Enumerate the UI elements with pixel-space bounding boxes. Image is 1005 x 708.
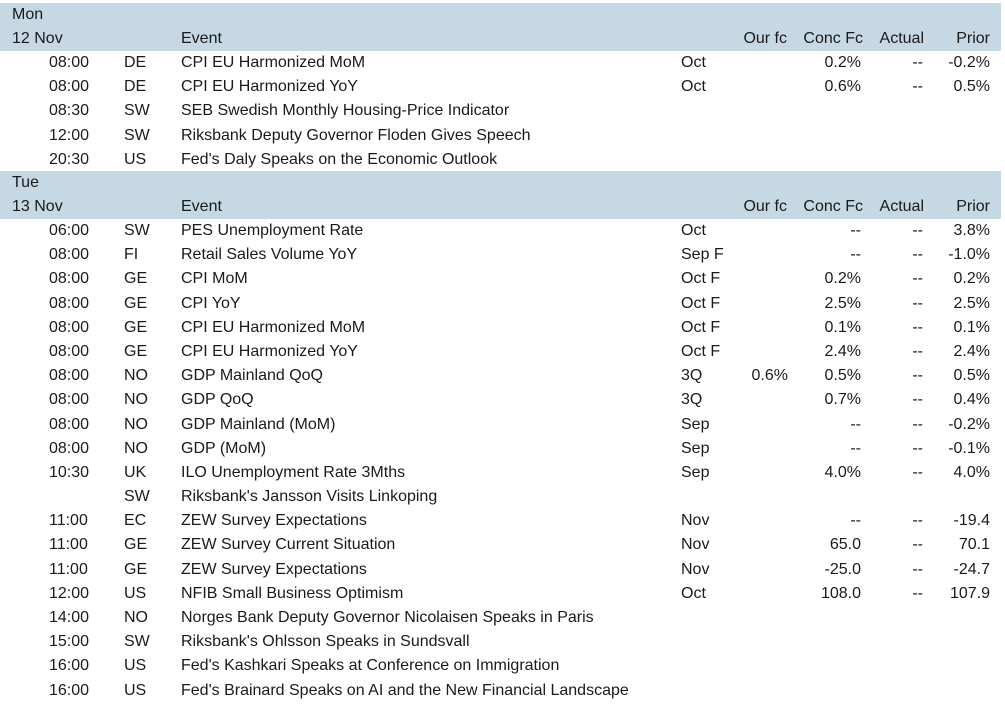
event-country: US — [124, 657, 147, 675]
table-row — [0, 292, 1001, 316]
event-actual: -- — [912, 318, 923, 336]
event-time: 08:00 — [49, 78, 90, 96]
event-name: SEB Swedish Monthly Housing-Price Indicator — [181, 102, 510, 120]
event-name: GDP Mainland (MoM) — [181, 415, 336, 433]
event-time: 16:00 — [49, 681, 90, 699]
event-period: 3Q — [681, 367, 703, 385]
event-period: Sep F — [681, 246, 724, 264]
day-header — [0, 3, 1001, 51]
table-row — [0, 219, 1001, 243]
event-time: 11:00 — [49, 512, 88, 530]
event-country: NO — [124, 415, 148, 433]
event-country: GE — [124, 270, 148, 288]
event-list — [0, 51, 1001, 172]
event-period: 3Q — [681, 391, 703, 409]
table-row — [0, 630, 1001, 654]
event-name: Fed's Brainard Speaks on AI and the New Financial Landscape — [181, 681, 629, 699]
event-name: CPI EU Harmonized MoM — [181, 54, 366, 71]
col-header-our-fc: Our fc — [743, 198, 787, 215]
event-time: 08:00 — [49, 439, 90, 457]
event-time: 08:00 — [49, 294, 90, 312]
event-period: Oct F — [681, 342, 721, 360]
event-actual: -- — [912, 246, 923, 264]
event-country: GE — [124, 536, 148, 554]
event-period: Nov — [681, 536, 710, 554]
event-period: Oct — [681, 222, 706, 239]
table-row — [0, 437, 1001, 461]
event-conc-fc: 0.5% — [824, 367, 861, 385]
event-period: Sep — [681, 439, 710, 457]
event-name: GDP Mainland QoQ — [181, 367, 323, 385]
event-prior: 0.5% — [953, 78, 990, 96]
event-conc-fc: 0.2% — [824, 54, 861, 71]
table-row — [0, 243, 1001, 267]
col-header-prior: Prior — [956, 30, 990, 47]
table-row — [0, 388, 1001, 412]
event-country: NO — [124, 391, 148, 409]
event-period: Sep — [681, 415, 710, 433]
event-time: 12:00 — [49, 126, 90, 144]
event-actual: -- — [912, 342, 923, 360]
event-prior: 2.4% — [953, 342, 990, 360]
table-row — [0, 558, 1001, 582]
event-country: SW — [124, 222, 150, 239]
event-our-fc: 0.6% — [751, 367, 788, 385]
event-country: DE — [124, 78, 147, 96]
event-prior: 70.1 — [958, 536, 990, 554]
event-conc-fc: -- — [850, 415, 861, 433]
event-list — [0, 219, 1001, 703]
event-time: 20:30 — [49, 150, 90, 168]
event-conc-fc: -25.0 — [824, 560, 861, 578]
table-row — [0, 582, 1001, 606]
event-time: 14:00 — [49, 609, 90, 626]
table-row — [0, 509, 1001, 533]
event-actual: -- — [912, 536, 923, 554]
event-name: CPI EU Harmonized YoY — [181, 342, 358, 360]
event-time: 12:00 — [49, 584, 90, 602]
table-row — [0, 75, 1001, 99]
event-prior: 4.0% — [953, 463, 990, 481]
event-country: EC — [124, 512, 147, 530]
event-conc-fc: -- — [850, 246, 861, 264]
event-actual: -- — [912, 391, 923, 409]
col-header-conc-fc: Conc Fc — [803, 30, 863, 47]
event-name: PES Unemployment Rate — [181, 222, 364, 239]
event-country: DE — [124, 54, 147, 71]
event-name: Riksbank Deputy Governor Floden Gives Speech — [181, 126, 531, 144]
event-time: 08:00 — [49, 246, 90, 264]
col-header-our-fc: Our fc — [743, 30, 787, 47]
event-conc-fc: 4.0% — [824, 463, 861, 481]
event-period: Nov — [681, 512, 710, 530]
event-name: ZEW Survey Current Situation — [181, 536, 396, 554]
event-prior: -19.4 — [953, 512, 990, 530]
event-time: 08:00 — [49, 54, 90, 71]
event-name: CPI EU Harmonized YoY — [181, 78, 358, 96]
event-prior: -24.7 — [953, 560, 990, 578]
event-time: 08:00 — [49, 270, 90, 288]
event-conc-fc: -- — [850, 222, 861, 239]
event-actual: -- — [912, 512, 923, 530]
event-conc-fc: 2.4% — [824, 342, 861, 360]
event-conc-fc: 108.0 — [820, 584, 861, 602]
event-country: NO — [124, 439, 148, 457]
table-row — [0, 124, 1001, 148]
event-conc-fc: -- — [850, 512, 861, 530]
event-country: GE — [124, 342, 148, 360]
event-country: US — [124, 681, 147, 699]
event-conc-fc: -- — [850, 439, 861, 457]
event-period: Oct — [681, 78, 706, 96]
event-name: Norges Bank Deputy Governor Nicolaisen Speaks in Paris — [181, 609, 594, 626]
col-header-prior: Prior — [956, 198, 990, 215]
table-row — [0, 461, 1001, 485]
event-country: GE — [124, 318, 148, 336]
event-actual: -- — [912, 415, 923, 433]
event-name: GDP QoQ — [181, 391, 254, 409]
event-prior: -0.2% — [948, 415, 990, 433]
event-country: NO — [124, 609, 148, 626]
event-name: ZEW Survey Expectations — [181, 512, 367, 530]
col-header-actual: Actual — [879, 30, 924, 47]
event-actual: -- — [912, 560, 923, 578]
event-time: 10:30 — [49, 463, 90, 481]
event-country: GE — [124, 294, 148, 312]
event-time: 11:00 — [49, 560, 88, 578]
day-date: 13 Nov — [12, 198, 63, 215]
event-name: ZEW Survey Expectations — [181, 560, 367, 578]
event-name: NFIB Small Business Optimism — [181, 584, 404, 602]
event-period: Oct F — [681, 270, 721, 288]
day-name: Tue — [12, 174, 39, 191]
event-actual: -- — [912, 294, 923, 312]
event-conc-fc: 65.0 — [829, 536, 861, 554]
event-actual: -- — [912, 439, 923, 457]
event-time: 06:00 — [49, 222, 90, 239]
event-time: 08:00 — [49, 367, 90, 385]
table-row — [0, 679, 1001, 703]
event-period: Sep — [681, 463, 710, 481]
table-row — [0, 340, 1001, 364]
event-period: Oct F — [681, 294, 721, 312]
event-prior: -0.2% — [948, 54, 990, 71]
event-time: 08:30 — [49, 102, 90, 120]
event-prior: 0.5% — [953, 367, 990, 385]
event-prior: 0.4% — [953, 391, 990, 409]
col-header-event: Event — [181, 198, 222, 215]
event-name: CPI YoY — [181, 294, 241, 312]
event-conc-fc: 0.6% — [824, 78, 861, 96]
col-header-event: Event — [181, 30, 222, 47]
event-country: GE — [124, 560, 148, 578]
event-name: Retail Sales Volume YoY — [181, 246, 358, 264]
table-row — [0, 533, 1001, 557]
day-header — [0, 171, 1001, 219]
event-country: FI — [124, 246, 139, 264]
event-conc-fc: 0.1% — [824, 318, 861, 336]
event-conc-fc: 0.2% — [824, 270, 861, 288]
event-country: UK — [124, 463, 147, 481]
table-row — [0, 413, 1001, 437]
event-time: 08:00 — [49, 342, 90, 360]
event-conc-fc: 0.7% — [824, 391, 861, 409]
event-prior: -0.1% — [948, 439, 990, 457]
event-name: Riksbank's Jansson Visits Linkoping — [181, 488, 438, 506]
table-row — [0, 148, 1001, 172]
event-period: Oct — [681, 54, 706, 71]
event-actual: -- — [912, 78, 923, 96]
day-section-tue — [0, 171, 1001, 703]
table-row — [0, 654, 1001, 678]
event-name: Fed's Kashkari Speaks at Conference on Immigration — [181, 657, 560, 675]
event-actual: -- — [912, 222, 923, 239]
event-actual: -- — [912, 367, 923, 385]
event-time: 08:00 — [49, 318, 90, 336]
event-name: Riksbank's Ohlsson Speaks in Sundsvall — [181, 633, 470, 651]
event-country: US — [124, 150, 147, 168]
event-country: US — [124, 584, 147, 602]
event-time: 16:00 — [49, 657, 90, 675]
event-name: Fed's Daly Speaks on the Economic Outlook — [181, 150, 498, 168]
event-name: ILO Unemployment Rate 3Mths — [181, 463, 406, 481]
table-row — [0, 364, 1001, 388]
table-row — [0, 51, 1001, 75]
col-header-actual: Actual — [879, 198, 924, 215]
event-time: 08:00 — [49, 415, 90, 433]
table-row — [0, 267, 1001, 291]
event-time: 11:00 — [49, 536, 88, 554]
event-prior: 0.1% — [953, 318, 990, 336]
event-time: 08:00 — [49, 391, 90, 409]
table-row — [0, 485, 1001, 509]
event-name: CPI EU Harmonized MoM — [181, 318, 366, 336]
event-actual: -- — [912, 463, 923, 481]
event-name: CPI MoM — [181, 270, 248, 288]
event-prior: 0.2% — [953, 270, 990, 288]
event-actual: -- — [912, 54, 923, 71]
event-prior: 2.5% — [953, 294, 990, 312]
event-country: SW — [124, 102, 150, 120]
col-header-conc-fc: Conc Fc — [803, 198, 863, 215]
day-section-mon — [0, 3, 1001, 172]
event-period: Oct F — [681, 318, 721, 336]
event-name: GDP (MoM) — [181, 439, 267, 457]
day-name: Mon — [12, 6, 44, 23]
table-row — [0, 316, 1001, 340]
table-row — [0, 99, 1001, 123]
event-country: SW — [124, 126, 150, 144]
day-date: 12 Nov — [12, 30, 63, 47]
event-prior: -1.0% — [948, 246, 990, 264]
event-period: Nov — [681, 560, 710, 578]
event-prior: 3.8% — [953, 222, 990, 239]
event-country: NO — [124, 367, 148, 385]
event-country: SW — [124, 488, 150, 506]
event-country: SW — [124, 633, 150, 651]
event-actual: -- — [912, 584, 923, 602]
event-conc-fc: 2.5% — [824, 294, 861, 312]
event-time: 15:00 — [49, 633, 90, 651]
event-actual: -- — [912, 270, 923, 288]
table-row — [0, 606, 1001, 630]
event-period: Oct — [681, 584, 706, 602]
event-prior: 107.9 — [949, 584, 990, 602]
